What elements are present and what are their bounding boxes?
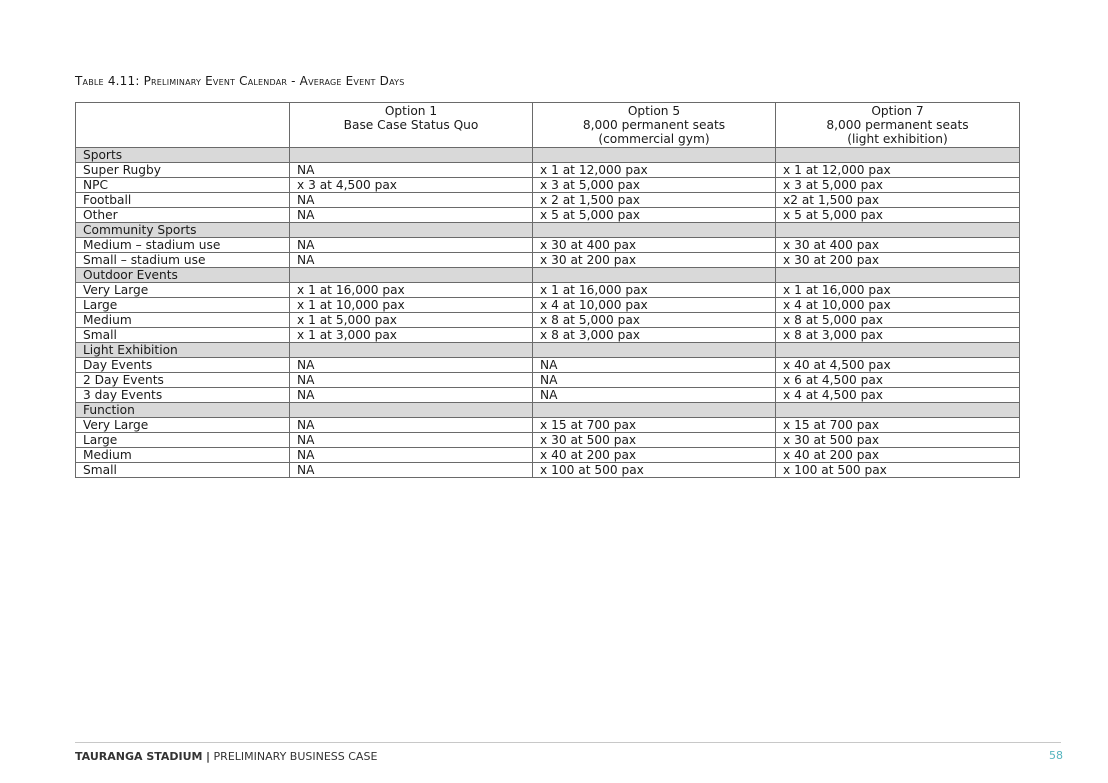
category-label: Outdoor Events [76,268,290,283]
table-cell: NA [290,388,533,403]
table-cell: x 15 at 700 pax [533,418,776,433]
table-cell: x 40 at 200 pax [776,448,1020,463]
table-cell: x 8 at 3,000 pax [533,328,776,343]
table-cell: x 5 at 5,000 pax [776,208,1020,223]
table-cell: x 30 at 200 pax [533,253,776,268]
table-cell: x 8 at 5,000 pax [533,313,776,328]
table-cell: x 3 at 4,500 pax [290,178,533,193]
header-line: 8,000 permanent seats [582,118,726,132]
table-cell: x 3 at 5,000 pax [776,178,1020,193]
header-line: (commercial gym) [598,132,710,146]
table-cell: x 30 at 500 pax [776,433,1020,448]
table-cell: NA [290,418,533,433]
table-cell: x 40 at 200 pax [533,448,776,463]
header-line: Base Case Status Quo [343,118,479,132]
event-label: 3 day Events [76,388,290,403]
table-cell: NA [533,358,776,373]
table-row [76,178,1020,193]
table-cell [290,148,533,163]
header-line: Option 1 [384,104,438,118]
header-line: Option 5 [627,104,681,118]
table-cell [533,223,776,238]
table-row [76,373,1020,388]
table-cell: NA [290,448,533,463]
category-label: Community Sports [76,223,290,238]
event-label: Small – stadium use [76,253,290,268]
event-label: Day Events [76,358,290,373]
table-row [76,208,1020,223]
table-cell: NA [533,373,776,388]
category-row [76,403,1020,418]
table-cell [290,403,533,418]
table-cell: x 6 at 4,500 pax [776,373,1020,388]
table-cell: x 1 at 16,000 pax [776,283,1020,298]
table-row [76,418,1020,433]
category-row [76,223,1020,238]
event-label: Very Large [76,283,290,298]
table-cell [776,403,1020,418]
table-header-row [76,103,1020,148]
event-label: Super Rugby [76,163,290,178]
table-row [76,163,1020,178]
table-cell: x 30 at 200 pax [776,253,1020,268]
table-cell: x 1 at 16,000 pax [533,283,776,298]
event-label: Medium – stadium use [76,238,290,253]
event-label: Medium [76,448,290,463]
footer [75,750,377,763]
event-label: Medium [76,313,290,328]
table-row [76,253,1020,268]
table-row [76,298,1020,313]
table-row [76,448,1020,463]
page-number: 58 [1049,749,1063,762]
table-cell [533,343,776,358]
header-line: Option 7 [871,104,924,118]
table-cell: x 30 at 400 pax [776,238,1020,253]
table-cell: x 1 at 3,000 pax [290,328,533,343]
table-cell: NA [290,463,533,478]
header-cell-option-1 [290,103,533,148]
event-label: Large [76,298,290,313]
category-row [76,268,1020,283]
event-label: Small [76,463,290,478]
table-cell: x 100 at 500 pax [533,463,776,478]
table-row [76,358,1020,373]
table-cell: x 5 at 5,000 pax [533,208,776,223]
table-cell: x 15 at 700 pax [776,418,1020,433]
table-cell: NA [290,253,533,268]
table-cell: x 4 at 10,000 pax [776,298,1020,313]
table-cell [290,268,533,283]
table-cell: x 40 at 4,500 pax [776,358,1020,373]
footer-separator: | [206,750,211,763]
header-line: (light exhibition) [847,132,948,146]
header-cell-option-5 [533,103,776,148]
table-cell [776,268,1020,283]
table-cell: NA [533,388,776,403]
category-row [76,148,1020,163]
table-row [76,433,1020,448]
table-cell: x 3 at 5,000 pax [533,178,776,193]
event-label: Football [76,193,290,208]
event-label: Very Large [76,418,290,433]
table-cell: NA [290,238,533,253]
table-cell: x 1 at 12,000 pax [533,163,776,178]
table-cell [290,343,533,358]
header-line: 8,000 permanent seats [826,118,969,132]
table-cell: NA [290,358,533,373]
table-cell: NA [290,208,533,223]
table-cell: x 1 at 10,000 pax [290,298,533,313]
table-cell: NA [290,193,533,208]
table-cell [776,223,1020,238]
table-row [76,313,1020,328]
category-row [76,343,1020,358]
header-cell-option-7 [776,103,1020,148]
table-row [76,238,1020,253]
event-label: Small [76,328,290,343]
header-cell-blank [76,103,290,148]
table-cell: NA [290,163,533,178]
footer-divider [75,742,1061,743]
event-calendar-table [75,102,1020,478]
footer-subtitle: PRELIMINARY BUSINESS CASE [213,750,378,763]
table-row [76,463,1020,478]
table-cell: x 100 at 500 pax [776,463,1020,478]
table-cell: x 1 at 12,000 pax [776,163,1020,178]
table-cell: x 2 at 1,500 pax [533,193,776,208]
table-cell: x 30 at 400 pax [533,238,776,253]
category-label: Function [76,403,290,418]
table-row [76,328,1020,343]
table-cell: NA [290,433,533,448]
table-cell: x 1 at 16,000 pax [290,283,533,298]
table-row [76,193,1020,208]
event-label: NPC [76,178,290,193]
table-cell: x 8 at 3,000 pax [776,328,1020,343]
table-row [76,388,1020,403]
table-cell [533,268,776,283]
table-cell [533,148,776,163]
footer-brand: TAURANGA STADIUM [75,750,203,763]
event-label: Other [76,208,290,223]
category-label: Sports [76,148,290,163]
table-cell: x 1 at 5,000 pax [290,313,533,328]
table-cell [776,343,1020,358]
table-cell: x2 at 1,500 pax [776,193,1020,208]
table-cell: NA [290,373,533,388]
table-cell: x 8 at 5,000 pax [776,313,1020,328]
table-row [76,283,1020,298]
event-label: Large [76,433,290,448]
table-caption: Table 4.11: Preliminary Event Calendar - Average Event Days [75,74,405,88]
table-cell: x 4 at 10,000 pax [533,298,776,313]
table-cell [533,403,776,418]
table-cell [776,148,1020,163]
table-cell: x 4 at 4,500 pax [776,388,1020,403]
event-label: 2 Day Events [76,373,290,388]
category-label: Light Exhibition [76,343,290,358]
table-cell [290,223,533,238]
table-body [76,148,1020,478]
table-cell: x 30 at 500 pax [533,433,776,448]
